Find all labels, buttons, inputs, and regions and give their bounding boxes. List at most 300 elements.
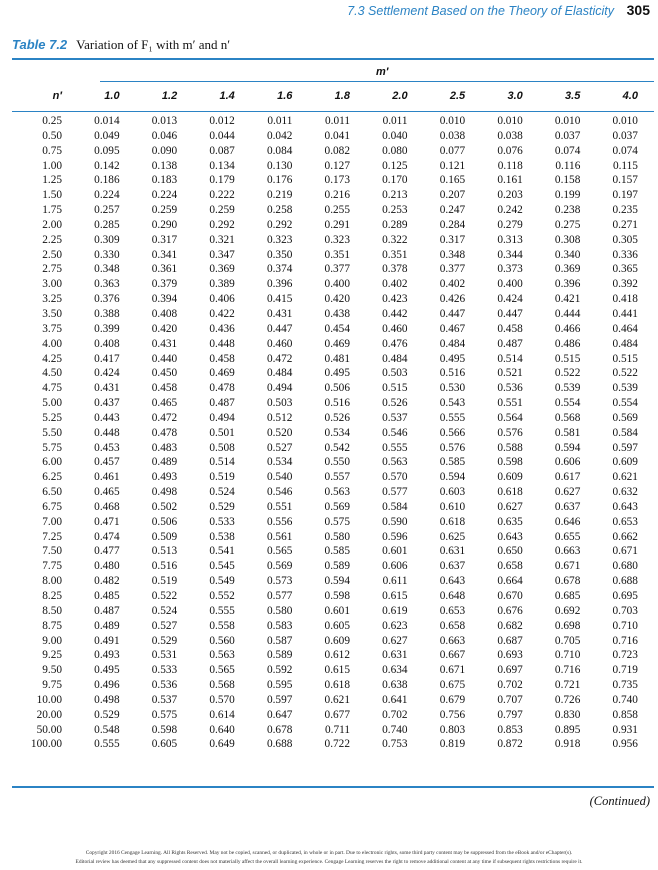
table-row xyxy=(12,634,654,649)
table-cell: 0.441 xyxy=(612,307,638,320)
row-n-value: 2.50 xyxy=(42,248,62,261)
table-cell: 0.498 xyxy=(151,486,178,499)
table-cell: 0.447 xyxy=(266,322,293,335)
table-cell: 0.253 xyxy=(382,204,408,217)
table-cell: 0.493 xyxy=(94,649,120,662)
table-cell: 0.611 xyxy=(382,575,408,588)
table-cell: 0.313 xyxy=(497,233,523,246)
table-cell: 0.406 xyxy=(209,293,235,306)
table-row xyxy=(12,737,654,752)
table-cell: 0.563 xyxy=(382,456,408,469)
table-cell: 0.487 xyxy=(497,337,523,350)
table-cell: 0.170 xyxy=(382,174,408,187)
table-cell: 0.529 xyxy=(94,708,120,721)
table-cell: 0.589 xyxy=(324,560,350,573)
table-cell: 0.340 xyxy=(554,248,581,261)
table-cell: 0.442 xyxy=(382,307,408,320)
table-cell: 0.569 xyxy=(612,411,638,424)
column-group-label: m′ xyxy=(376,66,389,78)
table-cell: 0.495 xyxy=(439,352,466,365)
row-n-value: 3.75 xyxy=(42,322,62,335)
table-cell: 0.588 xyxy=(497,441,523,454)
table-cell: 0.537 xyxy=(151,693,178,706)
table-row xyxy=(12,233,654,248)
table-cell: 0.040 xyxy=(382,129,408,142)
table-cell: 0.369 xyxy=(554,263,581,276)
table-cell: 0.431 xyxy=(266,307,293,320)
table-cell: 0.513 xyxy=(151,545,178,558)
table-cell: 0.422 xyxy=(209,307,235,320)
row-n-value: 6.75 xyxy=(42,500,62,513)
table-cell: 0.378 xyxy=(382,263,408,276)
table-cell: 0.565 xyxy=(209,664,235,677)
table-row xyxy=(12,159,654,174)
row-n-value: 7.75 xyxy=(42,560,62,573)
table-cell: 0.551 xyxy=(497,397,523,410)
table-cell: 0.388 xyxy=(94,307,120,320)
table-cell: 0.655 xyxy=(554,530,581,543)
table-row xyxy=(12,218,654,233)
table-cell: 0.257 xyxy=(94,204,120,217)
table-row xyxy=(12,337,654,352)
row-n-value: 7.25 xyxy=(42,530,62,543)
table-cell: 0.735 xyxy=(612,679,638,692)
table-cell: 0.653 xyxy=(439,604,466,617)
table-cell: 0.323 xyxy=(266,233,293,246)
table-cell: 0.671 xyxy=(612,545,638,558)
table-cell: 0.292 xyxy=(209,218,235,231)
table-cell: 0.376 xyxy=(94,293,120,306)
table-cell: 0.609 xyxy=(612,456,638,469)
table-cell: 0.074 xyxy=(612,144,638,157)
row-n-value: 5.75 xyxy=(42,441,62,454)
row-n-value: 8.25 xyxy=(42,590,62,602)
table-cell: 0.527 xyxy=(266,441,293,454)
table-cell: 0.601 xyxy=(382,545,408,558)
table-cell: 0.641 xyxy=(382,693,408,706)
table-cell: 0.663 xyxy=(554,545,581,558)
table-cell: 0.038 xyxy=(497,129,523,142)
table-row xyxy=(12,544,654,559)
row-n-value: 2.25 xyxy=(42,233,62,246)
row-n-value: 2.75 xyxy=(42,263,62,276)
table-cell: 0.830 xyxy=(554,708,581,721)
table-row xyxy=(12,604,654,619)
row-n-value: 9.00 xyxy=(42,634,62,647)
table-cell: 0.118 xyxy=(497,159,523,172)
table-cell: 0.585 xyxy=(324,545,350,558)
table-cell: 0.583 xyxy=(266,619,293,632)
table-cell: 0.740 xyxy=(612,693,638,706)
table-cell: 0.290 xyxy=(151,218,178,231)
table-cell: 0.472 xyxy=(151,411,178,424)
table-cell: 0.552 xyxy=(209,590,235,602)
row-n-value: 8.75 xyxy=(42,619,62,632)
table-header xyxy=(12,62,654,112)
table-cell: 0.555 xyxy=(209,604,235,617)
table-cell: 0.284 xyxy=(439,218,466,231)
table-cell: 0.605 xyxy=(151,738,178,751)
table-cell: 0.549 xyxy=(209,575,235,588)
table-cell: 0.536 xyxy=(151,679,178,692)
table-cell: 0.537 xyxy=(382,411,408,424)
table-cell: 0.594 xyxy=(324,575,350,588)
table-row xyxy=(12,500,654,515)
table-cell: 0.115 xyxy=(612,159,638,172)
page-number: 305 xyxy=(626,2,650,18)
table-cell: 0.682 xyxy=(497,619,523,632)
table-cell: 0.013 xyxy=(151,115,178,127)
table-cell: 0.247 xyxy=(439,204,466,217)
table-cell: 0.550 xyxy=(324,456,350,469)
table-cell: 0.519 xyxy=(151,575,178,588)
table-cell: 0.589 xyxy=(266,649,293,662)
table-cell: 0.638 xyxy=(382,679,408,692)
footer-line-1: Copyright 2016 Cengage Learning. All Rights Reserved. May not be copied, scanned, or duplicated, in whole or in part. Due to electronic rights, some third party content may be suppressed from the eBook and/or eChapter(s). xyxy=(85,850,573,856)
table-cell: 0.469 xyxy=(324,337,350,350)
table-cell: 0.074 xyxy=(554,144,581,157)
table-row xyxy=(12,574,654,589)
table-cell: 0.858 xyxy=(612,708,638,721)
table-cell: 0.478 xyxy=(209,382,235,395)
table-cell: 0.466 xyxy=(554,322,581,335)
table-cell: 0.598 xyxy=(151,723,178,736)
table-cell: 0.693 xyxy=(497,649,523,662)
table-cell: 0.563 xyxy=(209,649,235,662)
table-cell: 0.508 xyxy=(209,441,235,454)
table-cell: 0.469 xyxy=(209,367,235,380)
table-cell: 0.457 xyxy=(94,456,120,469)
table-cell: 0.716 xyxy=(612,634,638,647)
table-row xyxy=(12,396,654,411)
table-cell: 0.819 xyxy=(439,738,466,751)
table-cell: 0.121 xyxy=(439,159,466,172)
table-bottom-rule xyxy=(12,786,654,788)
table-cell: 0.872 xyxy=(497,738,523,751)
row-n-value: 5.25 xyxy=(42,411,62,424)
table-cell: 0.259 xyxy=(151,204,178,217)
table-title: Variation of F₁ with m′ and n′ xyxy=(76,37,231,52)
table-row xyxy=(12,352,654,367)
table-cell: 0.918 xyxy=(554,738,581,751)
table-cell: 0.011 xyxy=(267,115,293,127)
table-cell: 0.438 xyxy=(324,307,350,320)
table-cell: 0.363 xyxy=(94,278,120,291)
table-cell: 0.551 xyxy=(266,500,293,513)
table-cell: 0.219 xyxy=(266,189,293,202)
table-cell: 0.555 xyxy=(439,411,466,424)
table-cell: 0.090 xyxy=(151,144,178,157)
table-cell: 0.710 xyxy=(612,619,638,632)
table-cell: 0.679 xyxy=(439,693,466,706)
table-cell: 0.605 xyxy=(324,619,350,632)
table-cell: 0.258 xyxy=(266,204,293,217)
row-n-value: 20.00 xyxy=(36,708,62,721)
row-n-value: 6.25 xyxy=(42,471,62,484)
table-cell: 0.207 xyxy=(439,189,466,202)
table-cell: 0.493 xyxy=(151,471,178,484)
table-cell: 0.365 xyxy=(612,263,638,276)
table-cell: 0.512 xyxy=(266,411,293,424)
table-cell: 0.753 xyxy=(382,738,408,751)
table-cell: 0.546 xyxy=(266,486,293,499)
row-n-value: 2.00 xyxy=(42,218,62,231)
table-cell: 0.539 xyxy=(612,382,638,395)
table-cell: 0.483 xyxy=(151,441,178,454)
table-row xyxy=(12,173,654,188)
column-header: 2.0 xyxy=(392,90,408,102)
table-row xyxy=(12,262,654,277)
table-cell: 0.618 xyxy=(497,486,523,499)
row-n-value: 0.50 xyxy=(42,129,62,142)
table-cell: 0.480 xyxy=(94,560,120,573)
table-cell: 0.379 xyxy=(151,278,178,291)
table-cell: 0.461 xyxy=(94,471,120,484)
table-cell: 0.569 xyxy=(324,500,350,513)
table-cell: 0.454 xyxy=(324,322,350,335)
table-row xyxy=(12,515,654,530)
row-n-value: 6.00 xyxy=(42,456,62,469)
table-cell: 0.610 xyxy=(439,500,466,513)
table-cell: 0.568 xyxy=(209,679,235,692)
column-header-row xyxy=(12,90,654,106)
table-cell: 0.546 xyxy=(382,426,408,439)
row-n-value: 9.50 xyxy=(42,664,62,677)
table-cell: 0.489 xyxy=(94,619,120,632)
column-header: 3.5 xyxy=(565,90,581,102)
table-cell: 0.895 xyxy=(554,723,581,736)
table-cell: 0.617 xyxy=(554,471,581,484)
table-cell: 0.627 xyxy=(497,500,523,513)
row-n-value: 8.00 xyxy=(42,575,62,588)
table-row xyxy=(12,322,654,337)
table-cell: 0.664 xyxy=(497,575,523,588)
table-cell: 0.489 xyxy=(151,456,178,469)
table-cell: 0.585 xyxy=(439,456,466,469)
table-cell: 0.010 xyxy=(497,115,523,127)
table-cell: 0.515 xyxy=(612,352,638,365)
table-cell: 0.474 xyxy=(94,530,120,543)
table-cell: 0.179 xyxy=(209,174,235,187)
table-cell: 0.564 xyxy=(497,411,523,424)
table-cell: 0.481 xyxy=(324,352,350,365)
table-cell: 0.491 xyxy=(94,634,120,647)
table-cell: 0.603 xyxy=(439,486,466,499)
table-cell: 0.418 xyxy=(612,293,638,306)
table-cell: 0.557 xyxy=(324,471,350,484)
table-cell: 0.678 xyxy=(266,723,293,736)
table-row xyxy=(12,426,654,441)
table-cell: 0.697 xyxy=(497,664,523,677)
table-cell: 0.351 xyxy=(382,248,408,261)
table-row xyxy=(12,203,654,218)
table-cell: 0.707 xyxy=(497,693,523,706)
table-cell: 0.692 xyxy=(554,604,581,617)
table-cell: 0.569 xyxy=(266,560,293,573)
table-cell: 0.640 xyxy=(209,723,235,736)
table-cell: 0.658 xyxy=(497,560,523,573)
table-cell: 0.361 xyxy=(151,263,178,276)
table-cell: 0.637 xyxy=(554,500,581,513)
table-cell: 0.542 xyxy=(324,441,350,454)
table-cell: 0.677 xyxy=(324,708,350,721)
table-cell: 0.609 xyxy=(324,634,350,647)
table-cell: 0.465 xyxy=(151,397,178,410)
table-cell: 0.323 xyxy=(324,233,350,246)
table-cell: 0.671 xyxy=(439,664,466,677)
table-cell: 0.341 xyxy=(151,248,178,261)
table-cell: 0.584 xyxy=(612,426,638,439)
table-cell: 0.222 xyxy=(209,189,235,202)
table-cell: 0.716 xyxy=(554,664,581,677)
row-n-value: 6.50 xyxy=(42,486,62,499)
copyright-footer xyxy=(0,849,658,866)
table-cell: 0.468 xyxy=(94,500,120,513)
table-cell: 0.667 xyxy=(439,649,466,662)
table-cell: 0.671 xyxy=(554,560,581,573)
table-cell: 0.402 xyxy=(439,278,466,291)
table-cell: 0.676 xyxy=(497,604,523,617)
table-cell: 0.486 xyxy=(554,337,581,350)
table-cell: 0.595 xyxy=(266,679,293,692)
table-cell: 0.448 xyxy=(94,426,120,439)
table-cell: 0.614 xyxy=(209,708,235,721)
table-cell: 0.399 xyxy=(94,322,120,335)
table-cell: 0.467 xyxy=(439,322,466,335)
table-cell: 0.698 xyxy=(554,619,581,632)
table-cell: 0.309 xyxy=(94,233,120,246)
table-cell: 0.482 xyxy=(94,575,120,588)
table-cell: 0.485 xyxy=(94,590,120,602)
table-cell: 0.545 xyxy=(209,560,235,573)
table-cell: 0.400 xyxy=(497,278,523,291)
row-n-value: 0.25 xyxy=(42,115,62,127)
table-cell: 0.522 xyxy=(151,590,178,602)
table-cell: 0.570 xyxy=(209,693,235,706)
table-cell: 0.653 xyxy=(612,515,638,528)
table-cell: 0.477 xyxy=(94,545,120,558)
table-cell: 0.440 xyxy=(151,352,178,365)
table-cell: 0.618 xyxy=(439,515,466,528)
row-n-value: 0.75 xyxy=(42,144,62,157)
table-cell: 0.012 xyxy=(209,115,235,127)
column-header: 2.5 xyxy=(449,90,466,102)
table-cell: 0.803 xyxy=(439,723,466,736)
table-cell: 0.516 xyxy=(324,397,350,410)
row-n-value: 4.25 xyxy=(42,352,62,365)
table-cell: 0.476 xyxy=(382,337,408,350)
table-cell: 0.650 xyxy=(497,545,523,558)
table-cell: 0.688 xyxy=(266,738,293,751)
table-cell: 0.526 xyxy=(382,397,408,410)
table-cell: 0.472 xyxy=(266,352,293,365)
table-cell: 0.756 xyxy=(439,708,466,721)
table-cell: 0.554 xyxy=(612,397,638,410)
row-header-label: n′ xyxy=(52,90,62,102)
table-cell: 0.598 xyxy=(324,590,350,602)
row-n-value: 5.00 xyxy=(42,397,62,410)
table-cell: 0.560 xyxy=(209,634,235,647)
table-cell: 0.487 xyxy=(209,397,235,410)
row-n-value: 1.25 xyxy=(42,174,62,187)
table-cell: 0.647 xyxy=(266,708,293,721)
table-cell: 0.037 xyxy=(554,129,581,142)
table-cell: 0.530 xyxy=(439,382,466,395)
table-cell: 0.555 xyxy=(94,738,120,751)
table-cell: 0.082 xyxy=(324,144,350,157)
continued-note: (Continued) xyxy=(589,794,650,808)
footer-line-2: Editorial review has deemed that any suppressed content does not materially affect the overall learning experience. Cengage Learning reserves the right to remove additional content at any time if subsequent rights restrictions require it. xyxy=(75,858,583,865)
table-cell: 0.127 xyxy=(324,159,350,172)
table-cell: 0.450 xyxy=(151,367,178,380)
table-cell: 0.495 xyxy=(94,664,120,677)
table-row xyxy=(12,708,654,723)
table-cell: 0.555 xyxy=(382,441,408,454)
table-row xyxy=(12,648,654,663)
table-cell: 0.197 xyxy=(612,189,638,202)
table-cell: 0.514 xyxy=(497,352,523,365)
table-cell: 0.534 xyxy=(324,426,350,439)
row-n-value: 4.50 xyxy=(42,367,62,380)
table-cell: 0.377 xyxy=(439,263,466,276)
table-cell: 0.649 xyxy=(209,738,235,751)
table-cell: 0.527 xyxy=(151,619,178,632)
row-n-value: 1.50 xyxy=(42,189,62,202)
table-cell: 0.577 xyxy=(266,590,293,602)
table-cell: 0.350 xyxy=(266,248,293,261)
row-n-value: 4.00 xyxy=(42,337,62,350)
table-cell: 0.130 xyxy=(266,159,293,172)
table-cell: 0.618 xyxy=(324,679,350,692)
table-label: Table 7.2 xyxy=(12,37,68,52)
table-cell: 0.522 xyxy=(612,367,638,380)
table-cell: 0.224 xyxy=(94,189,120,202)
table-cell: 0.695 xyxy=(612,590,638,602)
table-cell: 0.494 xyxy=(209,411,235,424)
table-cell: 0.084 xyxy=(266,144,293,157)
table-row xyxy=(12,678,654,693)
table-cell: 0.621 xyxy=(612,471,638,484)
table-cell: 0.142 xyxy=(94,159,120,172)
table-cell: 0.076 xyxy=(497,144,523,157)
table-cell: 0.534 xyxy=(266,456,293,469)
table-cell: 0.575 xyxy=(151,708,178,721)
table-cell: 0.519 xyxy=(209,471,235,484)
table-cell: 0.041 xyxy=(324,129,350,142)
table-cell: 0.038 xyxy=(439,129,466,142)
table-cell: 0.514 xyxy=(209,456,235,469)
table-cell: 0.351 xyxy=(324,248,350,261)
table-cell: 0.719 xyxy=(612,664,638,677)
table-cell: 0.931 xyxy=(612,723,638,736)
table-cell: 0.255 xyxy=(324,204,350,217)
table-cell: 0.680 xyxy=(612,560,638,573)
table-cell: 0.612 xyxy=(324,649,350,662)
table-row xyxy=(12,411,654,426)
table-cell: 0.678 xyxy=(554,575,581,588)
table-cell: 0.524 xyxy=(209,486,235,499)
table-cell: 0.687 xyxy=(497,634,523,647)
table-cell: 0.558 xyxy=(209,619,235,632)
table-cell: 0.496 xyxy=(94,679,120,692)
table-row xyxy=(12,723,654,738)
table-cell: 0.531 xyxy=(151,649,178,662)
table-cell: 0.663 xyxy=(439,634,466,647)
table-cell: 0.648 xyxy=(439,590,466,602)
table-cell: 0.424 xyxy=(497,293,523,306)
table-cell: 0.011 xyxy=(382,115,408,127)
table-cell: 0.402 xyxy=(382,278,408,291)
